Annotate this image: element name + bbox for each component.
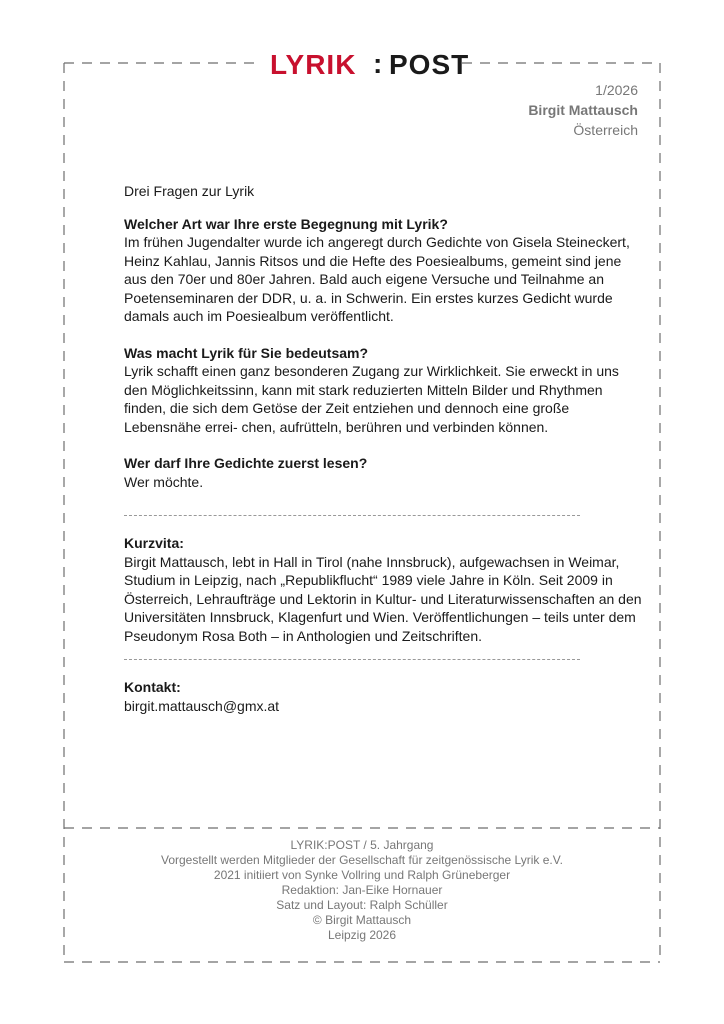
dotted-separator (124, 659, 580, 660)
logo-colon-text: : (373, 48, 384, 79)
main-content (124, 182, 644, 715)
question-1: Welcher Art war Ihre erste Begegnung mit Lyrik? (124, 215, 448, 232)
section-intro: Drei Fragen zur Lyrik (124, 183, 255, 199)
question-2: Was macht Lyrik für Sie bedeutsam? (124, 344, 369, 361)
answer-1: Im frühen Jugendalter wurde ich angeregt durch Gedichte von Gisela Steineckert, Heinz Kahlau, Jannis Ritsos und die Hefte des Poesiealbums, gemeint sind jene aus den 70er und 80er Jahren. Bald auch eigene Versuche und Teilnahme an Poetenseminaren der DDR, u. a. in Schwerin. Ein erstes kurzes Gedicht wurde damals auch im Poesiealbum veröffentlicht. (124, 234, 630, 324)
footer-line: Redaktion: Jan-Eike Hornauer (281, 883, 443, 897)
qa-block-1 (124, 215, 644, 326)
footer-line: © Birgit Mattausch (312, 913, 412, 927)
bio-heading: Kurzvita: (124, 535, 184, 551)
author-country: Österreich (573, 122, 638, 138)
footer-line: Vorgestellt werden Mitglieder der Gesellschaft für zeitgenössische Lyrik e.V. (161, 853, 563, 867)
answer-2: Lyrik schafft einen ganz besonderen Zugang zur Wirklichkeit. Sie erweckt in uns den Möglichkeitssinn, kann mit stark reduzierten Mitteln Bilder und Rhythmen finden, die sich dem Getöse der Zeit entziehen und dennoch eine große Lebensnähe errei- chen, aufrütteln, berühren und verbinden können. (124, 363, 619, 435)
contact-email: birgit.mattausch@gmx.at (124, 697, 280, 714)
footer-line: LYRIK:POST / 5. Jahrgang (290, 838, 434, 852)
issue-meta (528, 80, 638, 140)
footer-line: Satz und Layout: Ralph Schüller (276, 898, 448, 912)
contact-block (124, 678, 644, 715)
qa-block-3 (124, 454, 644, 491)
lyrik-post-logo (270, 45, 470, 81)
question-3: Wer darf Ihre Gedichte zuerst lesen? (124, 455, 368, 471)
footer-line: 2021 initiiert von Synke Vollring und Ralph Grüneberger (213, 868, 511, 882)
contact-heading: Kontakt: (124, 679, 181, 695)
issue-number: 1/2026 (595, 82, 638, 98)
bio-block (124, 534, 644, 645)
page-footer (62, 838, 662, 943)
author-name: Birgit Mattausch (528, 102, 638, 118)
qa-block-2 (124, 344, 644, 437)
footer-line: Leipzig 2026 (327, 928, 397, 942)
logo-post-text: POST (389, 49, 470, 80)
dotted-separator (124, 515, 580, 516)
logo-lyrik-text: LYRIK (270, 49, 357, 80)
answer-3: Wer möchte. (124, 473, 204, 490)
bio-text: Birgit Mattausch, lebt in Hall in Tirol (nahe Innsbruck), aufgewachsen in Weimar, Studium in Leipzig, nach „Republikflucht“ 1989 viele Jahre in Köln. Seit 2009 in Österreich, Lehraufträge und Lektorin in Kultur- und Literaturwissenschaften an den Universitäten Innsbruck, Klagenfurt und Wien. Veröffentlichungen – teils unter dem Pseudonym Rosa Both – in Anthologien und Zeitschriften. (124, 553, 642, 644)
